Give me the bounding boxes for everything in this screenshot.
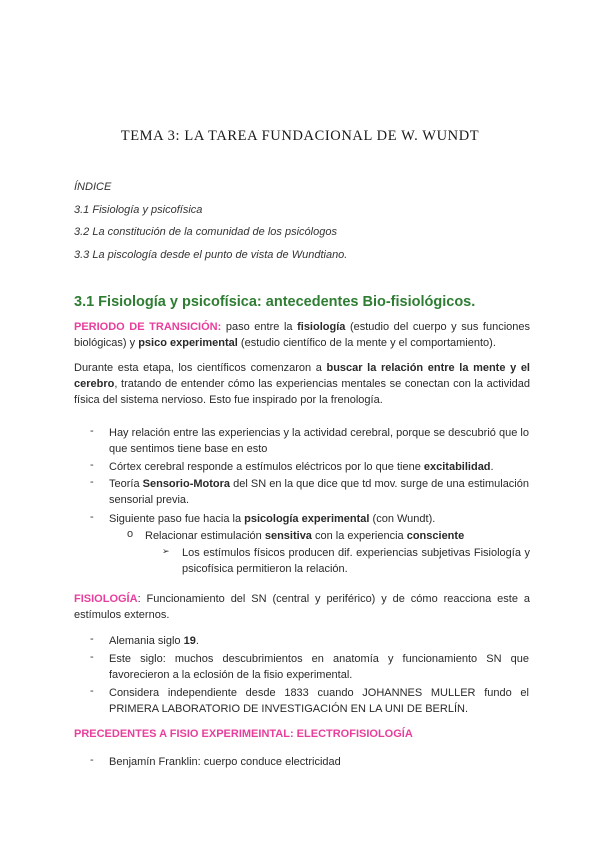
transition-text-2: (estudio del cuerpo y sus funciones biológicas) y [74, 321, 530, 349]
stage-bold: buscar la relación entre la mente y el cerebro [74, 362, 530, 390]
fisio-bullet-text-1 [109, 633, 529, 649]
bullet-3-text-1: Teoría [109, 478, 143, 490]
stage-text-1: Durante esta etapa, los científicos comenzaron a [74, 362, 327, 374]
bullet-2-text: Córtex cerebral responde a estímulos eléctricos por lo que tiene [109, 461, 424, 473]
index-item-1: 3.1 Fisiología y psicofísica [74, 204, 203, 216]
bullet-2-end: . [490, 461, 494, 473]
sub-text-2: con la experiencia [311, 530, 407, 542]
bullet-4-text-1: Siguiente paso fue hacia la [109, 513, 245, 525]
bullet-dash-2: - [90, 459, 94, 471]
fisio-bullet-dash-3: - [90, 685, 94, 697]
fisio-bullet-text-2: Este siglo: muchos descubrimientos en anatomía y funcionamiento SN que favorecieron a la eclosión de la fisio experimental. [109, 653, 529, 681]
transition-paragraph [74, 319, 530, 351]
fisiologia-paragraph [74, 591, 530, 623]
fisiologia-text: : Funcionamiento del SN (central y periférico) y de cómo reacciona este a estímulos externos. [74, 593, 530, 621]
bullet-dash-3: - [90, 476, 94, 488]
bullet-dash-4: - [90, 511, 94, 523]
sub-bullet-text [145, 528, 530, 544]
transition-label: PERIODO DE TRANSICIÓN: [74, 321, 222, 333]
transition-bold-1: fisiología [297, 321, 346, 333]
bullet-dash-1: - [90, 425, 94, 437]
precedentes-bullet-text: Benjamín Franklin: cuerpo conduce electricidad [109, 756, 341, 768]
arrow-bullet-icon: ➢ [162, 546, 170, 556]
fisio-bullet-dash-1: - [90, 633, 94, 645]
fisio-b1-bold: 19 [183, 635, 196, 647]
fisio-bullet-dash-2: - [90, 651, 94, 663]
bullet-text-2 [109, 459, 529, 475]
index-item-2: 3.2 La constitución de la comunidad de los psicólogos [74, 226, 337, 238]
bullet-text-4 [109, 511, 529, 527]
page-title: TEMA 3: LA TAREA FUNDACIONAL DE W. WUNDT [120, 128, 480, 144]
bullet-4-bold: psicología experimental [244, 513, 370, 525]
fisiologia-label: FISIOLOGÍA [74, 593, 138, 605]
bullet-text-1: Hay relación entre las experiencias y la actividad cerebral, porque se descubrió que lo que sentimos tiene base en esto [109, 427, 529, 455]
index-item-3: 3.3 La piscología desde el punto de vista de Wundtiano. [74, 249, 348, 261]
precedentes-bullet-dash: - [90, 754, 94, 766]
stage-paragraph [74, 360, 530, 408]
bullet-3-bold: Sensorio-Motora [142, 478, 231, 490]
transition-bold-2: psico experimental [138, 337, 238, 349]
precedentes-heading: PRECEDENTES A FISIO EXPERIMEINTAL: ELECTROFISIOLOGÍA [74, 728, 413, 740]
sub-bullet-circle: o [127, 528, 134, 540]
stage-text-2: , tratando de entender cómo las experiencias mentales se conectan con la actividad física del sistema nervioso. Esto fue inspirado por la frenología. [74, 378, 530, 406]
arrow-bullet-text: Los estímulos físicos producen dif. experiencias subjetivas Fisiología y psicofísica permitieron la relación. [182, 547, 530, 575]
sub-bold-2: consciente [406, 530, 465, 542]
bullet-3-text-2: del SN en la que dice que td mov. surge de una estimulación sensorial previa. [109, 478, 529, 506]
index-heading: ÍNDICE [74, 181, 112, 193]
fisio-b1-end: . [195, 635, 199, 647]
bullet-4-text-2: (con Wundt). [369, 513, 436, 525]
bullet-text-3 [109, 476, 529, 508]
transition-text-1: paso entre la [221, 321, 298, 333]
bullet-2-bold: excitabilidad [423, 461, 491, 473]
sub-text-1: Relacionar estimulación [145, 530, 265, 542]
sub-bold-1: sensitiva [264, 530, 312, 542]
transition-text-3: (estudio científico de la mente y el comportamiento). [237, 337, 496, 349]
fisio-bullet-text-3: Considera independiente desde 1833 cuando JOHANNES MULLER fundo el PRIMERA LABORATORIO DE INVESTIGACIÓN EN LA UNI DE BERLÍN. [109, 687, 529, 715]
section-heading-3-1: 3.1 Fisiología y psicofísica: antecedentes Bio-fisiológicos. [74, 294, 476, 310]
fisio-b1-text: Alemania siglo [109, 635, 184, 647]
